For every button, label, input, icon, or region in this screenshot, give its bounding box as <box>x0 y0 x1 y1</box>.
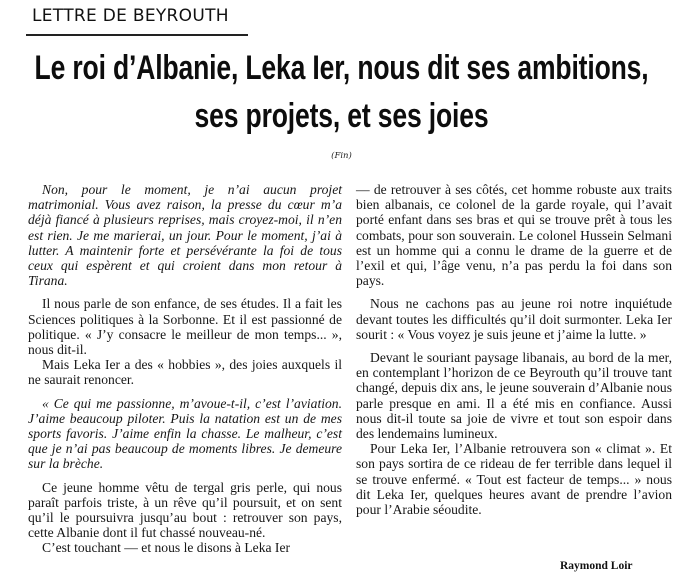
paragraph: Ce jeune homme vêtu de tergal gris perle, qui nous paraît parfois triste, à un rêve qu’il poursuit, et on sent qu’il le poursuivra jusqu’au bout : retrouver son pays, cette Albanie dont il fut chassé nouveau-né. <box>28 479 342 541</box>
paragraph: C’est touchant — et nous le disons à Leka Ier <box>42 540 291 556</box>
paragraph: Il nous parle de son enfance, de ses études. Il a fait les Sciences politiques à la Sorbonne. Et il est passionné de politique. « J’y consacre le meilleur de mon temps... », nous dit-il. <box>28 296 342 358</box>
paragraph: Non, pour le moment, je n’ai aucun projet matrimonial. Vous avez raison, la presse du cœur m’a déjà fiancé à plusieurs reprises, mais croyez-moi, il n’en est rien. Je me marierai, un jour. Pour le moment, j’ai à lutter. A maintenir forte et persévérante la foi de tous ceux qui espèrent et qui croient dans mon retour à Tirana. <box>28 182 342 289</box>
paragraph: Pour Leka Ier, l’Albanie retrouvera son « climat ». Et son pays sortira de ce rideau de fer terrible dans lequel il se trouve enfermé. « Tout est facteur de temps... » nous dit Leka Ier, quelques heures avant de prendre l’avion pour l’Arabie séoudite. <box>356 441 672 518</box>
paragraph: Nous ne cachons pas au jeune roi notre inquiétude devant toutes les difficultés qu’il doit surmonter. Leka Ier sourit : « Vous voyez je suis jeune et j’aime la lutte. » <box>356 296 672 342</box>
paragraph: — de retrouver à ses côtés, cet homme robuste aux traits bien albanais, ce colonel de la garde royale, qui l’avait porté enfant dans ses bras et qui se trouve prêt à tous les combats, pour son souverain. Le colonel Hussein Selmani est un homme qui a connu le drame de la guerre et de l’exil et qui, l’âge venu, n’a pas perdu la foi dans son pays. <box>356 182 672 289</box>
section-kicker: LETTRE DE BEYROUTH <box>32 6 229 26</box>
headline <box>34 44 649 140</box>
headline-line-1: Le roi d’Albanie, Leka Ier, nous dit ses ambitions, <box>34 49 649 87</box>
paragraph: « Ce qui me passionne, m’avoue-t-il, c’est l’aviation. J’aime beaucoup piloter. Puis la natation est un de mes sports favoris. J’aime enfin la chasse. Le malheur, c’est que je n’ai pas beaucoup de moments libres. Je demeure sur la brèche. <box>28 395 342 472</box>
kicker-underline <box>26 34 248 36</box>
left-column <box>28 182 342 556</box>
headline-line-2: ses projets, et ses joies <box>194 97 489 135</box>
author-signature: Raymond Loir <box>560 560 633 572</box>
right-column <box>356 182 672 517</box>
continuation-note: (Fin) <box>331 151 352 161</box>
paragraph: Devant le souriant paysage libanais, au bord de la mer, en contemplant l’horizon de ce Beyrouth qu’il trouve tant changé, depuis dix ans, le jeune souverain d’Albanie nous parle presque en ami. Il a été mis en confiance. Aussi nous dit-il toute sa joie de vivre et tout son espoir dans des lendemains lumineux. <box>356 350 672 442</box>
paragraph: Mais Leka Ier a des « hobbies », des joies auxquels il ne saurait renoncer. <box>28 357 342 388</box>
